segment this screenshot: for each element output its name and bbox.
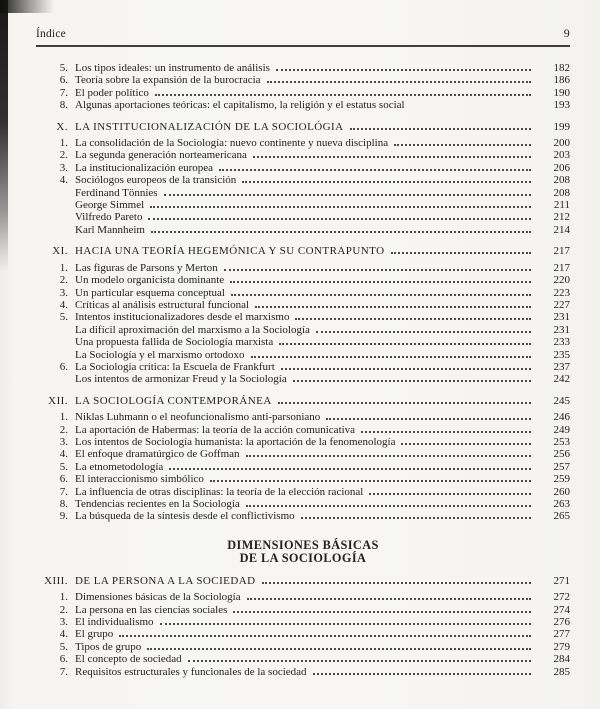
entry-title: Críticas al análisis estructural funcional (75, 298, 250, 311)
toc-chapter-row (36, 575, 570, 587)
table-of-contents (36, 47, 570, 678)
dot-leader (326, 418, 531, 420)
toc-entry-row (36, 99, 570, 111)
entry-title: Sociólogos europeos de la transición (75, 174, 237, 187)
entry-title: Teoría sobre la expansión de la burocracia (75, 74, 261, 87)
dot-leader (164, 194, 531, 196)
toc-entry-row (36, 641, 570, 653)
entry-number: 6. (59, 653, 68, 666)
toc-chapter-row (36, 245, 570, 257)
entry-title: Ferdinand Tönnies (75, 186, 158, 199)
toc-entry-row (36, 411, 570, 423)
toc-entry-row (36, 211, 570, 223)
entry-title: La Sociología y el marxismo ortodoxo (75, 348, 245, 361)
chapter-numeral: XI. (52, 245, 68, 258)
entry-page-number: 200 (553, 137, 570, 150)
entry-page-number: 186 (553, 74, 570, 87)
entry-page-number: 263 (553, 498, 570, 510)
entry-title: Los intentos de armonizar Freud y la Sociología (75, 373, 287, 386)
toc-entry-row (36, 324, 570, 336)
entry-title: Los intentos de Sociología humanista: la aportación de la fenomenología (75, 435, 396, 448)
entry-page-number: 217 (553, 245, 570, 258)
entry-title: El individualismo (75, 616, 154, 629)
entry-number: 5. (59, 311, 68, 324)
toc-entry-row (36, 274, 570, 286)
dot-leader (246, 505, 531, 507)
entry-number: 2. (59, 603, 68, 616)
dot-leader (313, 673, 531, 675)
entry-page-number: 223 (553, 286, 570, 299)
dot-leader (210, 480, 531, 482)
entry-page-number: 220 (553, 274, 570, 287)
dot-leader (281, 368, 531, 370)
toc-entry-row (36, 187, 570, 199)
toc-entry-row (36, 498, 570, 510)
entry-page-number: 272 (553, 591, 570, 604)
entry-number: 7. (59, 86, 68, 99)
dot-leader (316, 331, 531, 333)
dot-leader (361, 431, 531, 433)
dot-leader (251, 356, 531, 358)
entry-page-number: 265 (553, 510, 570, 523)
entry-page-number: 214 (553, 223, 570, 236)
entry-title: Tipos de grupo (75, 640, 142, 653)
entry-number: 2. (59, 423, 68, 436)
entry-title: Algunas aportaciones teóricas: el capitalismo, la religión y el estatus social (75, 99, 405, 112)
dot-leader (148, 218, 531, 220)
toc-entry-row (36, 436, 570, 448)
toc-entry-row (36, 162, 570, 174)
entry-page-number: 190 (553, 86, 570, 99)
dot-leader (155, 94, 531, 96)
toc-entry-row (36, 336, 570, 348)
entry-number: 9. (59, 510, 68, 523)
toc-entry-row (36, 461, 570, 473)
chapter-title: LA SOCIOLOGÍA CONTEMPORÁNEA (75, 394, 272, 407)
scan-left-edge-artifact (0, 0, 8, 272)
chapter-numeral: XIII. (44, 574, 68, 587)
running-header-page-number: 9 (563, 26, 570, 40)
entry-number: 1. (59, 137, 68, 150)
entry-number: 5. (59, 640, 68, 653)
dot-leader (279, 343, 531, 345)
dot-leader (401, 443, 531, 445)
entry-number: 2. (59, 274, 68, 287)
toc-entry-row (36, 373, 570, 385)
entry-title: Una propuesta fallida de Sociología marxista (75, 336, 274, 349)
chapter-title: LA INSTITUCIONALIZACIÓN DE LA SOCIOLÓGIA (75, 120, 344, 133)
entry-page-number: 249 (553, 423, 570, 436)
entry-page-number: 279 (553, 640, 570, 653)
entry-title: Un particular esquema conceptual (75, 286, 225, 299)
entry-title: La influencia de otras disciplinas: la teoría de la elección racional (75, 485, 364, 498)
entry-page-number: 284 (553, 653, 570, 666)
toc-entry-row (36, 473, 570, 485)
dot-leader (147, 648, 531, 650)
entry-page-number: 237 (553, 360, 570, 373)
entry-page-number: 259 (553, 473, 570, 486)
entry-number: 2. (59, 149, 68, 162)
entry-title: Niklas Luhmann o el neofuncionalismo anti-parsoniano (75, 411, 321, 424)
toc-entry-row (36, 262, 570, 274)
entry-number: 1. (59, 411, 68, 424)
entry-page-number: 260 (553, 485, 570, 498)
chapter-numeral: X. (56, 120, 68, 133)
entry-number: 4. (59, 448, 68, 461)
entry-page-number: 208 (553, 174, 570, 187)
toc-entry-row (36, 604, 570, 616)
entry-title: La difícil aproximación del marxismo a la Sociología (75, 323, 310, 336)
entry-number: 4. (59, 174, 68, 187)
entry-page-number: 217 (553, 261, 570, 274)
entry-page-number: 242 (553, 373, 570, 386)
entry-page-number: 182 (553, 62, 570, 74)
entry-number: 7. (59, 665, 68, 678)
toc-entry-row (36, 87, 570, 99)
entry-page-number: 274 (553, 603, 570, 616)
entry-title: El concepto de sociedad (75, 653, 182, 666)
entry-number: 3. (59, 161, 68, 174)
entry-page-number: 246 (553, 411, 570, 424)
entry-page-number: 199 (553, 120, 570, 133)
toc-entry-row (36, 486, 570, 498)
part-heading-line: DIMENSIONES BÁSICAS (227, 537, 379, 552)
toc-entry-row (36, 653, 570, 665)
dot-leader (301, 517, 531, 519)
entry-title: George Simmel (75, 199, 145, 212)
entry-title: La institucionalización europea (75, 161, 214, 174)
entry-number: 6. (59, 74, 68, 87)
dot-leader (276, 69, 531, 71)
entry-number: 7. (59, 485, 68, 498)
entry-title: La aportación de Habermas: la teoría de la acción comunicativa (75, 423, 356, 436)
entry-number: 6. (59, 473, 68, 486)
entry-page-number: 271 (553, 574, 570, 587)
toc-entry-row (36, 448, 570, 460)
entry-number: 3. (59, 286, 68, 299)
part-heading-line: DE LA SOCIOLOGÍA (239, 551, 367, 566)
entry-number: 3. (59, 435, 68, 448)
entry-page-number: 203 (553, 149, 570, 162)
entry-page-number: 253 (553, 435, 570, 448)
entry-title: Vilfredo Pareto (75, 211, 143, 224)
entry-page-number: 285 (553, 665, 570, 678)
entry-page-number: 233 (553, 336, 570, 349)
toc-entry-row (36, 311, 570, 323)
toc-chapter-row (36, 121, 570, 133)
entry-page-number: 257 (553, 460, 570, 473)
part-heading (36, 539, 570, 566)
entry-title: La persona en las ciencias sociales (75, 603, 228, 616)
entry-number: 3. (59, 616, 68, 629)
dot-leader (150, 206, 531, 208)
entry-title: El enfoque dramatúrgico de Goffman (75, 448, 240, 461)
toc-entry-row (36, 510, 570, 522)
dot-leader (188, 660, 531, 662)
dot-leader (219, 169, 531, 171)
entry-number: 4. (59, 298, 68, 311)
entry-title: La Sociología crítica: la Escuela de Frankfurt (75, 360, 275, 373)
dot-leader (160, 623, 531, 625)
dot-leader (391, 252, 532, 254)
dot-leader (119, 635, 531, 637)
dot-leader (253, 156, 531, 158)
toc-entry-row (36, 349, 570, 361)
entry-page-number: 212 (553, 211, 570, 224)
entry-page-number: 277 (553, 628, 570, 641)
entry-title: Tendencias recientes en la Sociología (75, 498, 240, 510)
entry-title: Los tipos ideales: un instrumento de análisis (75, 62, 270, 74)
dot-leader (394, 144, 531, 146)
entry-number: 5. (59, 62, 68, 74)
entry-number: 4. (59, 628, 68, 641)
entry-page-number: 193 (553, 99, 570, 112)
toc-chapter-row (36, 395, 570, 407)
toc-entry-row (36, 137, 570, 149)
dot-leader (262, 582, 531, 584)
toc-entry-row (36, 224, 570, 236)
entry-page-number: 231 (553, 323, 570, 336)
entry-title: El grupo (75, 628, 114, 641)
entry-title: Intentos institucionalizadores desde el marxismo (75, 311, 290, 324)
toc-entry-row (36, 74, 570, 86)
dot-leader (151, 231, 531, 233)
entry-page-number: 276 (553, 616, 570, 629)
entry-title: Requisitos estructurales y funcionales de la sociedad (75, 665, 307, 678)
dot-leader (255, 306, 531, 308)
entry-title: La búsqueda de la síntesis desde el conflictivismo (75, 510, 295, 523)
dot-leader (278, 402, 531, 404)
toc-entry-row (36, 628, 570, 640)
toc-entry-row (36, 591, 570, 603)
running-header-title: Índice (36, 28, 66, 40)
dot-leader (369, 493, 531, 495)
entry-title: La consolidación de la Sociología: nuevo continente y nueva disciplina (75, 137, 389, 150)
toc-entry-row (36, 62, 570, 74)
entry-title: Las figuras de Parsons y Merton (75, 261, 218, 274)
toc-entry-row (36, 666, 570, 678)
entry-page-number: 211 (553, 199, 570, 212)
dot-leader (293, 380, 531, 382)
toc-entry-row (36, 361, 570, 373)
chapter-title: HACIA UNA TEORÍA HEGEMÓNICA Y SU CONTRAPUNTO (75, 245, 385, 258)
dot-leader (230, 281, 531, 283)
entry-number: 8. (59, 498, 68, 510)
entry-page-number: 235 (553, 348, 570, 361)
entry-title: Un modelo organicista dominante (75, 274, 225, 287)
entry-title: Karl Mannheim (75, 223, 145, 236)
toc-entry-row (36, 299, 570, 311)
dot-leader (295, 318, 531, 320)
dot-leader (224, 269, 531, 271)
toc-entry-row (36, 174, 570, 186)
entry-page-number: 206 (553, 161, 570, 174)
entry-number: 6. (59, 360, 68, 373)
entry-page-number: 256 (553, 448, 570, 461)
entry-title: El interaccionismo simbólico (75, 473, 204, 486)
toc-entry-row (36, 616, 570, 628)
entry-page-number: 231 (553, 311, 570, 324)
dot-leader (350, 128, 531, 130)
chapter-numeral: XII. (48, 394, 68, 407)
toc-entry-row (36, 287, 570, 299)
toc-entry-row (36, 149, 570, 161)
dot-leader (246, 455, 531, 457)
entry-number: 8. (59, 99, 68, 112)
entry-page-number: 208 (553, 186, 570, 199)
entry-title: El poder político (75, 86, 149, 99)
dot-leader (169, 468, 531, 470)
entry-page-number: 245 (553, 394, 570, 407)
running-header (36, 0, 570, 47)
dot-leader (231, 294, 531, 296)
entry-number: 1. (59, 591, 68, 604)
entry-title: La segunda generación norteamericana (75, 149, 247, 162)
dot-leader (267, 81, 531, 83)
toc-entry-row (36, 199, 570, 211)
entry-title: La etnometodología (75, 460, 164, 473)
dot-leader (242, 181, 531, 183)
page-content (36, 0, 570, 678)
entry-title: Dimensiones básicas de la Sociología (75, 591, 241, 604)
entry-page-number: 227 (553, 298, 570, 311)
entry-number: 1. (59, 261, 68, 274)
chapter-title: DE LA PERSONA A LA SOCIEDAD (75, 574, 256, 587)
dot-leader (233, 611, 531, 613)
dot-leader (247, 598, 531, 600)
toc-entry-row (36, 424, 570, 436)
entry-number: 5. (59, 460, 68, 473)
